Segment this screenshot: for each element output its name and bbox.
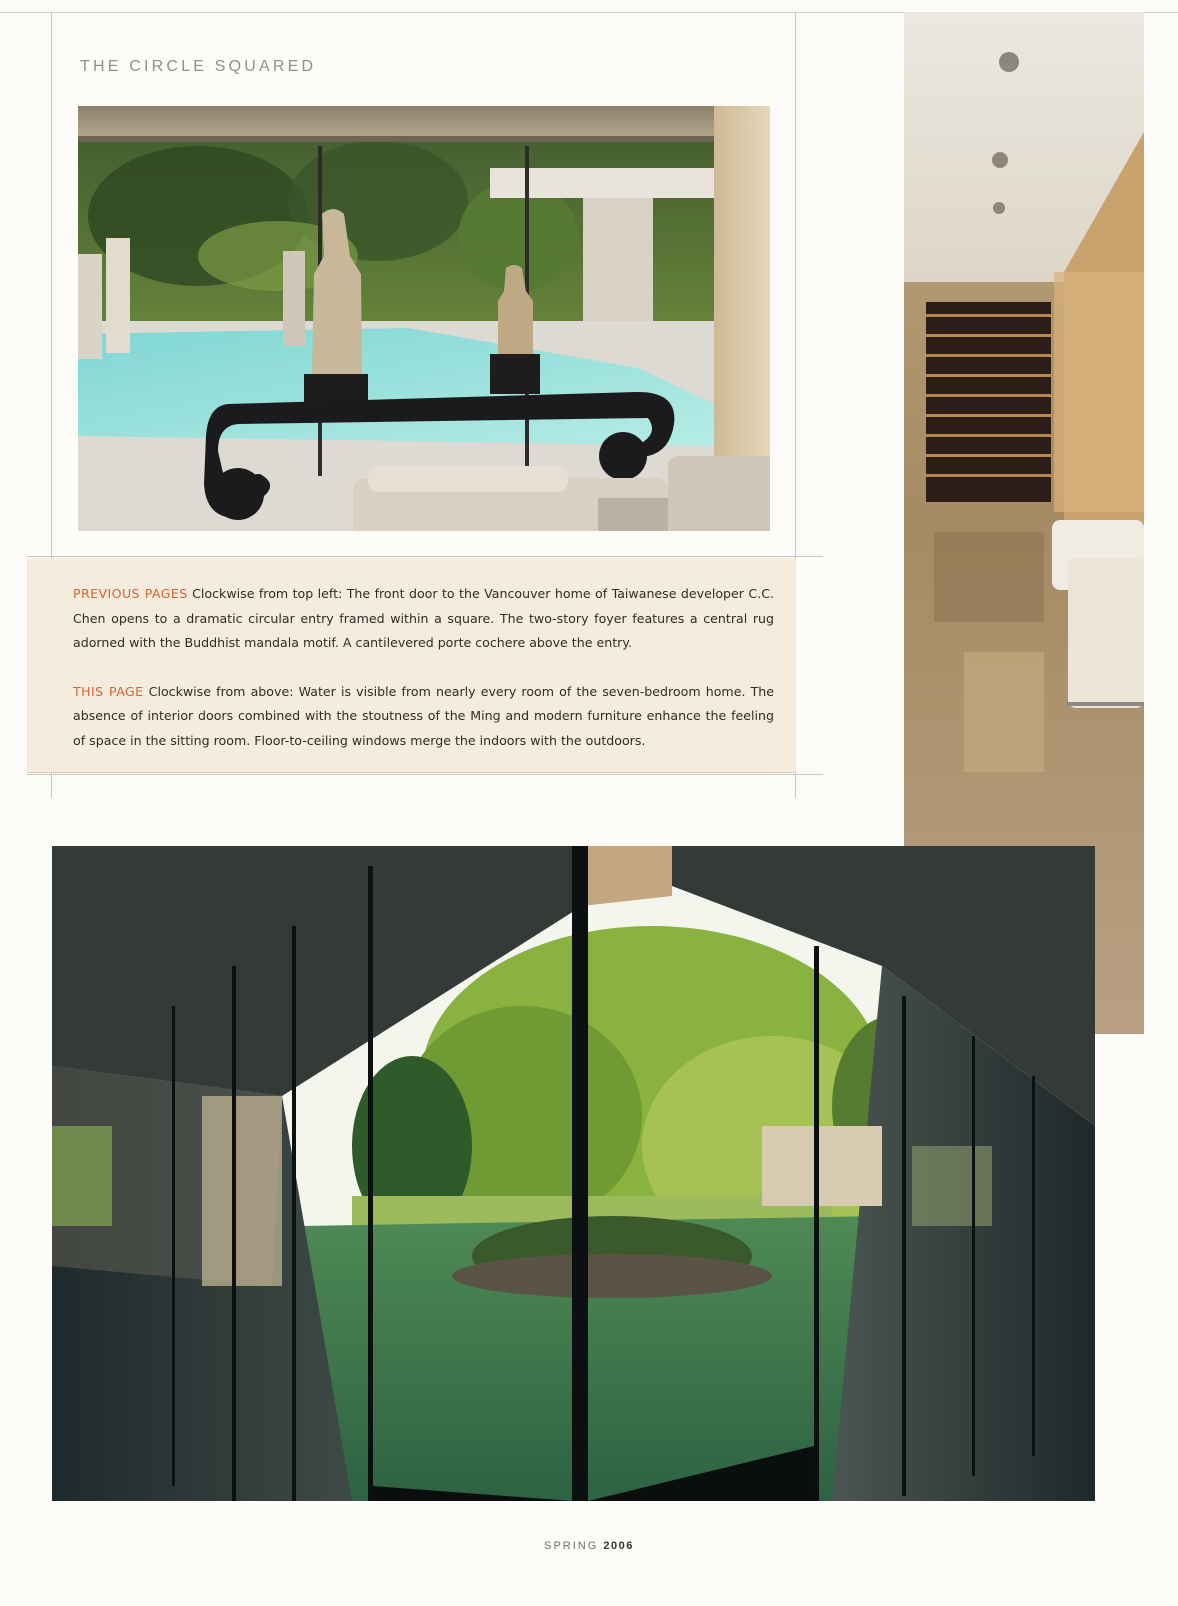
photo-glass-corridor [52, 846, 1095, 1501]
frame-line-caption-bottom [27, 774, 823, 775]
folio [0, 1540, 1178, 1552]
caption-text-this-page: Clockwise from above: Water is visible from nearly every room of the seven-bedroom home. The absence of interior doors combined with the stoutness of the Ming and modern furniture enhance the feeling of space in the sitting room. Floor-to-ceiling windows merge the indoors with the outdoors. [73, 683, 775, 748]
section-title: THE CIRCLE SQUARED [80, 58, 317, 75]
glass-corridor-illustration [52, 846, 1095, 1501]
photo-sitting-room [78, 106, 770, 531]
caption-this-page [73, 680, 774, 754]
caption-lead-this-page: THIS PAGE [73, 683, 144, 699]
sitting-room-illustration [78, 106, 770, 531]
caption-previous-pages [73, 582, 774, 656]
folio-year: 2006 [603, 1540, 634, 1552]
folio-season: SPRING [544, 1540, 599, 1552]
caption-box [27, 558, 796, 773]
caption-text-previous-pages: Clockwise from top left: The front door to the Vancouver home of Taiwanese developer C.C. Chen opens to a dramatic circular entry framed within a square. The two-story foyer features a central rug adorned with the Buddhist mandala motif. A cantilevered porte cochere above the entry. [73, 586, 774, 650]
frame-line-caption-top [27, 556, 823, 557]
caption-lead-previous-pages: PREVIOUS PAGES [73, 586, 188, 601]
